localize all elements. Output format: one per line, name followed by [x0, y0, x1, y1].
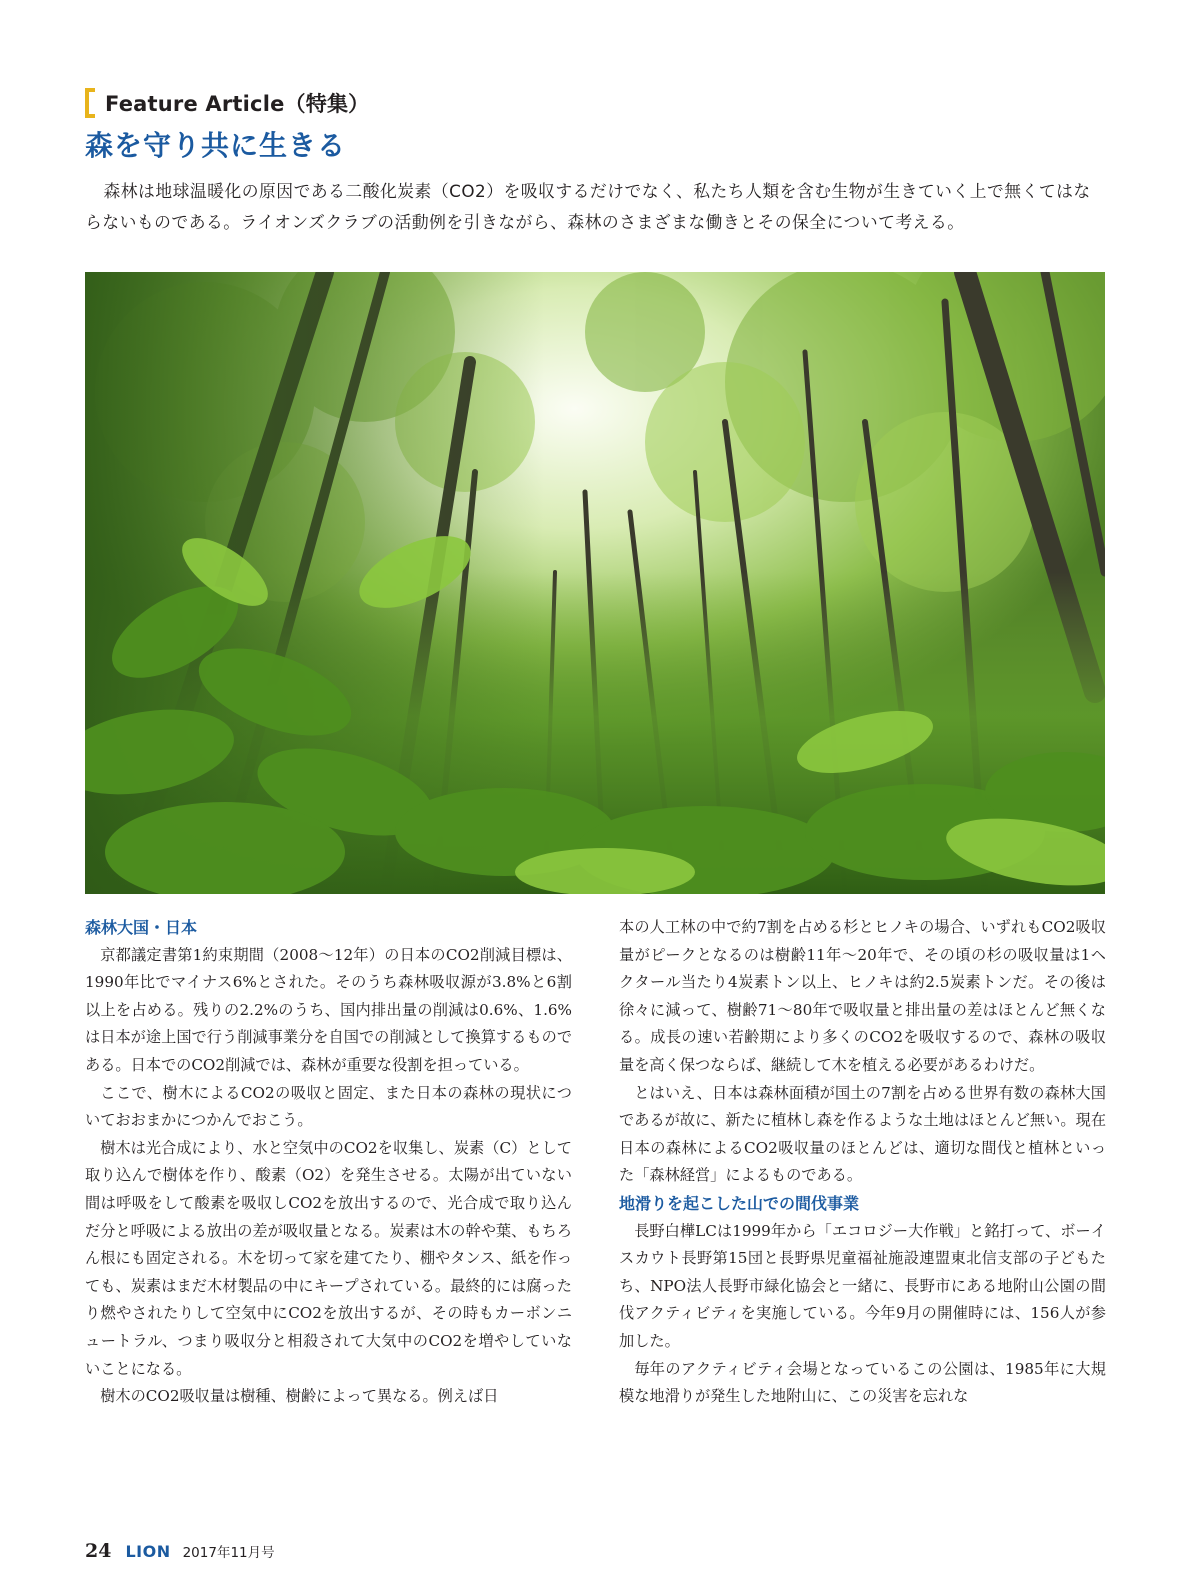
body-paragraph: ここで、樹木によるCO2の吸収と固定、また日本の森林の現状についておおまかにつかんでおこう。	[85, 1083, 572, 1130]
section-heading-landslide-thinning: 地滑りを起こした山での間伐事業	[619, 1193, 860, 1213]
section-kicker	[85, 88, 369, 118]
forest-photo	[85, 272, 1105, 894]
magazine-name: LION	[125, 1542, 171, 1561]
page-number: 24	[85, 1540, 112, 1562]
body-paragraph: 樹木は光合成により、水と空気中のCO2を収集し、炭素（C）として取り込んで樹体を作り、酸素（O2）を発生させる。太陽が出ていない間は呼吸をして酸素を吸収しCO2を放出するので、光合成で取り込んだ分と呼吸による放出の差が吸収量となる。炭素は木の幹や葉、もちろん根にも固定される。木を切って家を建てたり、棚やタンス、紙を作っても、炭素はまだ木材製品の中にキープされている。最終的には腐ったり燃やされたりして空気中にCO2を放出するが、その時もカーボンニュートラル、つまり吸収分と相殺されて大気中のCO2を増やしていないことになる。	[85, 1138, 572, 1378]
body-paragraph: 樹木のCO2吸収量は樹種、樹齢によって異なる。例えば日	[100, 1387, 499, 1406]
lead-paragraph: 森林は地球温暖化の原因である二酸化炭素（CO2）を吸収するだけでなく、私たち人類を含む生物が生きていく上で無くてはならないものである。ライオンズクラブの活動例を引きながら、森林のさまざまな働きとその保全について考える。	[85, 181, 1091, 232]
body-column-right	[619, 914, 1106, 1411]
body-paragraph-continued: 本の人工林の中で約7割を占める杉とヒノキの場合、いずれもCO2吸収量がピークとなるのは樹齢11年〜20年で、その頃の杉の吸収量は1ヘクタール当たり4炭素トン以上、ヒノキは約2.5炭素トンだ。その後は徐々に減って、樹齢71〜80年で吸収量と排出量の差はほとんど無くなる。成長の速い若齢期により多くのCO2を吸収するので、森林の吸収量を高く保つならば、継続して木を植える必要があるわけだ。	[619, 918, 1106, 1074]
body-paragraph: 京都議定書第1約束期間（2008〜12年）の日本のCO2削減目標は、1990年比でマイナス6%とされた。そのうち森林吸収源が3.8%と6割以上を占める。残りの2.2%のうち、国内排出量の削減は0.6%、1.6%は日本が途上国で行う削減事業分を自国での削減として換算するものである。日本でのCO2削減では、森林が重要な役割を担っている。	[85, 945, 572, 1074]
kicker-label: Feature Article（特集）	[105, 92, 370, 116]
kicker-bracket	[85, 88, 95, 118]
section-heading-forest-nation: 森林大国・日本	[85, 918, 198, 937]
body-paragraph: 毎年のアクティビティ会場となっているこの公園は、1985年に大規模な地滑りが発生した地附山に、この災害を忘れな	[619, 1359, 1106, 1406]
issue-date: 2017年11月号	[182, 1545, 275, 1561]
body-paragraph: とはいえ、日本は森林面積が国土の7割を占める世界有数の森林大国であるが故に、新たに植林し森を作るような土地はほとんど無い。現在日本の森林によるCO2吸収量のほとんどは、適切な間伐と植林といった「森林経営」によるものである。	[619, 1083, 1106, 1185]
body-paragraph: 長野白樺LCは1999年から「エコロジー大作戦」と銘打って、ボーイスカウト長野第15団と長野県児童福祉施設連盟東北信支部の子どもたち、NPO法人長野市緑化協会と一緒に、長野市にある地附山公園の間伐アクティビティを実施している。今年9月の開催時には、156人が参加した。	[619, 1221, 1106, 1350]
article-title: 森を守り共に生きる	[85, 129, 347, 162]
body-column-left	[85, 914, 572, 1411]
page-footer	[85, 1540, 275, 1562]
